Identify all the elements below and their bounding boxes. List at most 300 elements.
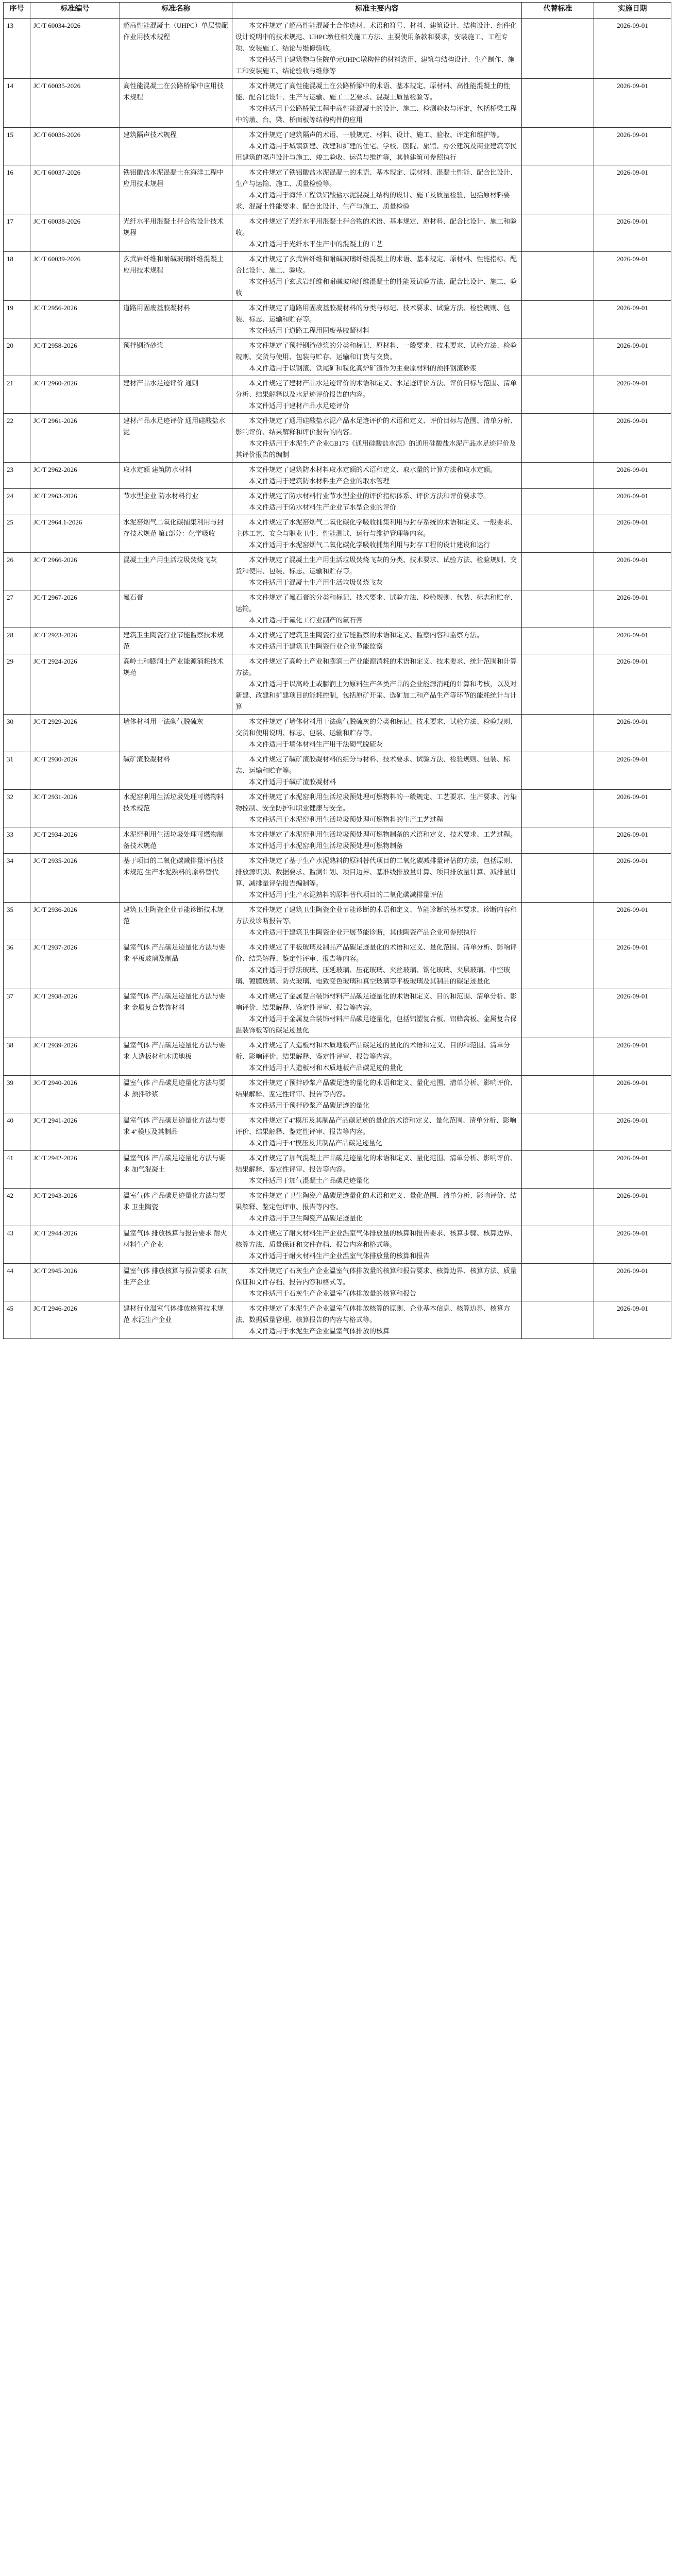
table-row: [4, 1113, 671, 1151]
replaced-standard: [522, 1189, 594, 1226]
replaced-standard: [522, 376, 594, 414]
row-number: 40: [4, 1113, 30, 1151]
standard-content: [232, 376, 522, 414]
row-number: 33: [4, 827, 30, 854]
effective-date: 2026-09-01: [594, 214, 671, 252]
standard-name: 温室气体 产品碳足迹量化方法与要求 预拌砂浆: [120, 1076, 232, 1113]
standard-content: [232, 79, 522, 128]
standard-content: [232, 1076, 522, 1113]
effective-date: 2026-09-01: [594, 376, 671, 414]
effective-date: 2026-09-01: [594, 1151, 671, 1189]
table-row: [4, 214, 671, 252]
standard-name: 建筑卫生陶瓷企业节能诊断技术规范: [120, 903, 232, 940]
standard-content: [232, 654, 522, 715]
standard-content: [232, 128, 522, 165]
table-row: [4, 414, 671, 463]
row-number: 36: [4, 940, 30, 989]
header-replace: 代替标准: [522, 3, 594, 19]
header-content: 标准主要内容: [232, 3, 522, 19]
content-paragraph: 本文件规定了道路用固废基胶凝材料的分类与标记、技术要求、试验方法、检验规则、包装、标志、运输和贮存等。: [235, 304, 511, 323]
table-row: [4, 165, 671, 214]
standard-content: [232, 165, 522, 214]
effective-date: 2026-09-01: [594, 590, 671, 628]
standard-content: [232, 940, 522, 989]
row-number: 27: [4, 590, 30, 628]
replaced-standard: [522, 827, 594, 854]
table-row: [4, 827, 671, 854]
standard-name: 高性能混凝土在公路桥梁中应用技术规程: [120, 79, 232, 128]
table-row: [4, 553, 671, 590]
effective-date: 2026-09-01: [594, 752, 671, 790]
standard-content: [232, 1301, 522, 1339]
standard-name: 温室气体 产品碳足迹量化方法与要求 金属复合装饰材料: [120, 989, 232, 1038]
standard-name: 道路用固废基胶凝材料: [120, 301, 232, 338]
standard-name: 温室气体 排放核算与报告要求 石灰生产企业: [120, 1264, 232, 1301]
standard-code: JC/T 2956-2026: [30, 301, 120, 338]
standard-content: [232, 338, 522, 376]
content-paragraph: 本文件规定了建筑防水材料取水定额的术语和定义、取水量的计算方法和取水定额。: [249, 466, 497, 473]
effective-date: 2026-09-01: [594, 1038, 671, 1076]
table-row: [4, 19, 671, 79]
standard-name: 水泥窑利用生活垃圾处理可燃物制备技术规范: [120, 827, 232, 854]
row-number: 21: [4, 376, 30, 414]
effective-date: 2026-09-01: [594, 628, 671, 654]
replaced-standard: [522, 214, 594, 252]
standard-code: JC/T 2945-2026: [30, 1264, 120, 1301]
table-row: [4, 515, 671, 553]
standard-code: JC/T 2940-2026: [30, 1076, 120, 1113]
effective-date: 2026-09-01: [594, 414, 671, 463]
standard-content: [232, 1038, 522, 1076]
standard-code: JC/T 2966-2026: [30, 553, 120, 590]
content-paragraph: 本文件适用于建筑卫生陶瓷行业企业节能监察: [249, 642, 383, 650]
replaced-standard: [522, 1113, 594, 1151]
standard-content: [232, 752, 522, 790]
table-row: [4, 1189, 671, 1226]
content-paragraph: 本文件适用于氟化工行业副产的氟石膏: [249, 616, 363, 624]
table-row: [4, 489, 671, 515]
row-number: 29: [4, 654, 30, 715]
content-paragraph: 本文件适用于预拌砂浆产品碳足迹的量化: [249, 1101, 370, 1109]
standard-code: JC/T 60039-2026: [30, 252, 120, 301]
content-paragraph: 本文件规定了预拌砂浆产品碳足迹的量化的术语和定义、量化范围、清单分析、影响评价、结果解释、鉴定性评审、报告等内容。: [235, 1079, 517, 1098]
table-body: [4, 19, 671, 1339]
content-paragraph: 本文件规定了建筑卫生陶瓷行业节能监察的术语和定义、监察内容和监察方法。: [249, 631, 484, 639]
content-paragraph: 本文件适用于墙体材料生产用干法砌气脱硫灰: [249, 740, 383, 748]
standard-content: [232, 1189, 522, 1226]
effective-date: 2026-09-01: [594, 463, 671, 489]
content-paragraph: 本文件规定了耐火材料生产企业温室气体排放量的核算和报告要求、核算步骤、核算边界、核算方法、质量保证和文件存档、报告内容和格式等。: [235, 1229, 517, 1248]
effective-date: 2026-09-01: [594, 79, 671, 128]
content-paragraph: 本文件规定了卫生陶瓷产品碳足迹量化的术语和定义、量化范围、清单分析、影响评价、结果解释、鉴定性评审、报告等内容。: [235, 1192, 517, 1211]
standard-name: 取水定额 建筑防水材料: [120, 463, 232, 489]
replaced-standard: [522, 654, 594, 715]
row-number: 24: [4, 489, 30, 515]
content-paragraph: 本文件适用于浮法玻璃、压延玻璃、压花玻璃、夹丝玻璃、钢化玻璃、夹层玻璃、中空玻璃、镀膜玻璃、防火玻璃、电致变色玻璃和真空玻璃等平板玻璃及其制品的碳足迹量化: [235, 966, 511, 985]
row-number: 35: [4, 903, 30, 940]
content-paragraph: 本文件适用于混凝土生产用生活垃圾焚烧飞灰: [249, 579, 383, 586]
row-number: 34: [4, 854, 30, 903]
content-paragraph: 本文件规定了水泥窑烟气二氧化碳化学吸收捕集利用与封存系统的术语和定义、一般要求、主体工艺、安全与职业卫生、性能测试、运行与维护管理等内容。: [235, 518, 517, 537]
content-paragraph: 本文件规定了建筑卫生陶瓷企业节能诊断的术语和定义、节能诊断的基本要求、诊断内容和方法及诊断报告等。: [235, 906, 517, 925]
standard-name: 建筑卫生陶瓷行业节能监察技术规范: [120, 628, 232, 654]
content-paragraph: 本文件适用于海洋工程铁铝酸盐水泥混凝土结构的设计、施工及质量检验，包括原材料要求、混凝土性能要求、配合比设计、生产与施工、质量检验: [235, 191, 511, 210]
effective-date: 2026-09-01: [594, 1076, 671, 1113]
standard-name: 建材行业温室气体排放核算技术规范 水泥生产企业: [120, 1301, 232, 1339]
content-paragraph: 本文件规定了碱矿渣胶凝材料的组分与材料、技术要求、试验方法、检验规则、包装、标志、运输和贮存等。: [235, 755, 511, 774]
replaced-standard: [522, 628, 594, 654]
standard-code: JC/T 2941-2026: [30, 1113, 120, 1151]
content-paragraph: 本文件适用于光纤水平生产中的混凝土的工艺: [249, 240, 383, 248]
standard-content: [232, 790, 522, 827]
standard-name: 预拌钢渣砂浆: [120, 338, 232, 376]
replaced-standard: [522, 128, 594, 165]
standard-name: 高岭土和膨润土产业能源消耗技术规范: [120, 654, 232, 715]
content-paragraph: 本文件规定了通用硅酸盐水泥产品水足迹评价的术语和定义、评价目标与范围、清单分析、影响评价、结果解释和评价报告的内容。: [235, 417, 517, 436]
effective-date: 2026-09-01: [594, 1301, 671, 1339]
content-paragraph: 本文件规定了高岭土产业和膨润土产业能源消耗的术语和定义、技术要求、统计范围和计算方法。: [235, 657, 517, 676]
effective-date: 2026-09-01: [594, 940, 671, 989]
table-row: [4, 1264, 671, 1301]
standard-content: [232, 590, 522, 628]
header-date: 实施日期: [594, 3, 671, 19]
standard-code: JC/T 2964.1-2026: [30, 515, 120, 553]
content-paragraph: 本文件适用于耐火材料生产企业温室气体排放量的核算和报告: [249, 1252, 430, 1260]
effective-date: 2026-09-01: [594, 165, 671, 214]
row-number: 38: [4, 1038, 30, 1076]
standard-content: [232, 414, 522, 463]
effective-date: 2026-09-01: [594, 489, 671, 515]
standard-code: JC/T 2934-2026: [30, 827, 120, 854]
standard-code: JC/T 60036-2026: [30, 128, 120, 165]
standard-name: 温室气体 产品碳足迹量化方法与要求 4″模压及其制品: [120, 1113, 232, 1151]
standard-name: 温室气体 产品碳足迹量化方法与要求 加气混凝土: [120, 1151, 232, 1189]
row-number: 39: [4, 1076, 30, 1113]
row-number: 16: [4, 165, 30, 214]
effective-date: 2026-09-01: [594, 989, 671, 1038]
row-number: 43: [4, 1226, 30, 1264]
content-paragraph: 本文件规定了加气混凝土产品碳足迹量化的术语和定义、量化范围、清单分析、影响评价、结果解释、鉴定性评审、报告等内容。: [235, 1154, 517, 1173]
standard-code: JC/T 2939-2026: [30, 1038, 120, 1076]
standard-name: 墙体材料用干法砌气脱硫灰: [120, 715, 232, 752]
standard-name: 碱矿渣胶凝材料: [120, 752, 232, 790]
replaced-standard: [522, 1076, 594, 1113]
standard-name: 温室气体 产品碳足迹量化方法与要求 人造板材和木质地板: [120, 1038, 232, 1076]
table-row: [4, 463, 671, 489]
table-row: [4, 1226, 671, 1264]
replaced-standard: [522, 252, 594, 301]
content-paragraph: 本文件规定了水泥窑利用生活垃圾预处理可燃物制备的术语和定义、技术要求、工艺过程。: [249, 831, 517, 838]
effective-date: 2026-09-01: [594, 1226, 671, 1264]
table-row: [4, 301, 671, 338]
standard-content: [232, 214, 522, 252]
row-number: 45: [4, 1301, 30, 1339]
replaced-standard: [522, 79, 594, 128]
table-row: [4, 854, 671, 903]
standard-code: JC/T 2938-2026: [30, 989, 120, 1038]
table-row: [4, 715, 671, 752]
effective-date: 2026-09-01: [594, 128, 671, 165]
replaced-standard: [522, 590, 594, 628]
row-number: 15: [4, 128, 30, 165]
table-row: [4, 752, 671, 790]
standard-content: [232, 1226, 522, 1264]
replaced-standard: [522, 752, 594, 790]
standard-content: [232, 489, 522, 515]
replaced-standard: [522, 1301, 594, 1339]
replaced-standard: [522, 301, 594, 338]
standard-name: 温室气体 排放核算与报告要求 耐火材料生产企业: [120, 1226, 232, 1264]
effective-date: 2026-09-01: [594, 854, 671, 903]
replaced-standard: [522, 1226, 594, 1264]
effective-date: 2026-09-01: [594, 553, 671, 590]
row-number: 42: [4, 1189, 30, 1226]
standard-code: JC/T 2936-2026: [30, 903, 120, 940]
standard-name: 光纤水平用混凝土拌合物设计技术规程: [120, 214, 232, 252]
standard-content: [232, 463, 522, 489]
content-paragraph: 本文件适用于水泥窑利用生活垃圾预处理可燃物制备: [249, 842, 403, 850]
content-paragraph: 本文件适用于人造板材和木质地板产品碳足迹的量化: [249, 1064, 403, 1072]
effective-date: 2026-09-01: [594, 1189, 671, 1226]
replaced-standard: [522, 553, 594, 590]
effective-date: 2026-09-01: [594, 715, 671, 752]
replaced-standard: [522, 414, 594, 463]
standard-code: JC/T 2960-2026: [30, 376, 120, 414]
table-row: [4, 590, 671, 628]
effective-date: 2026-09-01: [594, 252, 671, 301]
replaced-standard: [522, 715, 594, 752]
standard-name: 温室气体 产品碳足迹量化方法与要求 平板玻璃及制品: [120, 940, 232, 989]
replaced-standard: [522, 1151, 594, 1189]
standard-content: [232, 1113, 522, 1151]
row-number: 17: [4, 214, 30, 252]
row-number: 23: [4, 463, 30, 489]
table-header-row: [4, 3, 671, 19]
standard-name: 水泥窑烟气二氧化碳捕集利用与封存技术规范 第1部分：化学吸收: [120, 515, 232, 553]
standard-name: 水泥窑利用生活垃圾处理可燃物料技术规范: [120, 790, 232, 827]
table-row: [4, 654, 671, 715]
standard-name: 节水型企业 防水材料行业: [120, 489, 232, 515]
standard-name: 氟石膏: [120, 590, 232, 628]
table-row: [4, 79, 671, 128]
replaced-standard: [522, 489, 594, 515]
content-paragraph: 本文件适用于石灰生产企业温室气体排放量的核算和报告: [249, 1290, 417, 1297]
standards-table: [3, 2, 671, 1339]
standard-name: 玄武岩纤维和耐碱玻璃纤维混凝土应用技术规程: [120, 252, 232, 301]
replaced-standard: [522, 1264, 594, 1301]
standard-content: [232, 515, 522, 553]
content-paragraph: 本文件规定了高性能混凝土在公路桥梁中的术语、基本规定、原材料、高性能混凝土的性能、配合比设计、生产与运输、施工工艺要求、混凝土质量检验等。: [235, 82, 511, 101]
replaced-standard: [522, 463, 594, 489]
row-number: 31: [4, 752, 30, 790]
content-paragraph: 本文件规定了防水材料行业节水型企业的评价指标体系、评价方法和评价要求等。: [249, 492, 491, 500]
table-row: [4, 252, 671, 301]
content-paragraph: 本文件规定了石灰生产企业温室气体排放量的核算和报告要求、核算边界、核算方法、质量保证和文件存档、报告内容和格式等。: [235, 1267, 517, 1286]
replaced-standard: [522, 1038, 594, 1076]
content-paragraph: 本文件适用于卫生陶瓷产品碳足迹量化: [249, 1214, 363, 1222]
standard-name: 基于项目的二氧化碳减排量评估技术规范 生产水泥熟料的原料替代: [120, 854, 232, 903]
standard-code: JC/T 2961-2026: [30, 414, 120, 463]
effective-date: 2026-09-01: [594, 1113, 671, 1151]
content-paragraph: 本文件规定了金属复合装饰材料产品碳足迹量化的术语和定义、目的和范围、清单分析、影响评价、结果解释、鉴定性评审、报告等内容。: [235, 992, 517, 1011]
content-paragraph: 本文件适用于建筑物与住院单元UHPC墩构件的材料选用、建筑与结构设计、生产制作、施工和安装施工、结论验收与维修等: [235, 56, 515, 75]
row-number: 30: [4, 715, 30, 752]
content-paragraph: 本文件规定了水泥生产企业温室气体排放核算的原则、企业基本信息、核算边界、核算方法、数据质量管理、核算报告的内容与格式等。: [235, 1304, 511, 1324]
standard-name: 建筑隔声技术规程: [120, 128, 232, 165]
standard-code: JC/T 2929-2026: [30, 715, 120, 752]
standard-content: [232, 301, 522, 338]
standard-code: JC/T 2923-2026: [30, 628, 120, 654]
standard-content: [232, 827, 522, 854]
content-paragraph: 本文件适用于公路桥梁工程中高性能混凝土的设计、施工、检测验收与评定，包括桥梁工程中的墩、台、梁、桥面板等结构构件的应用: [235, 105, 517, 124]
row-number: 44: [4, 1264, 30, 1301]
table-row: [4, 1038, 671, 1076]
content-paragraph: 本文件规定了水泥窑利用生活垃圾预处理可燃物料的一般规定、工艺要求、生产要求、污染物控制、安全防护和职业健康与安全。: [235, 793, 517, 812]
table-row: [4, 1151, 671, 1189]
content-paragraph: 本文件规定了混凝土生产用生活垃圾焚烧飞灰的分类、技术要求、试验方法、检验规则、交货和使用、包装、标志、运输和贮存等。: [235, 556, 517, 575]
standard-name: 混凝土生产用生活垃圾焚烧飞灰: [120, 553, 232, 590]
standard-content: [232, 628, 522, 654]
row-number: 37: [4, 989, 30, 1038]
header-name: 标准名称: [120, 3, 232, 19]
effective-date: 2026-09-01: [594, 338, 671, 376]
standard-name: 建材产品水足迹评价 通用硅酸盐水泥: [120, 414, 232, 463]
table-row: [4, 989, 671, 1038]
content-paragraph: 本文件适用于道路工程用固废基胶凝材料: [249, 327, 370, 334]
effective-date: 2026-09-01: [594, 654, 671, 715]
standard-code: JC/T 60038-2026: [30, 214, 120, 252]
content-paragraph: 本文件规定了铁铝酸盐水泥混凝土的术语、基本规定、原材料、混凝土性能、配合比设计、生产与运输、施工、质量检验等。: [235, 168, 517, 188]
effective-date: 2026-09-01: [594, 790, 671, 827]
standard-content: [232, 1151, 522, 1189]
row-number: 28: [4, 628, 30, 654]
header-code: 标准编号: [30, 3, 120, 19]
content-paragraph: 本文件规定了光纤水平用混凝土拌合物的术语、基本规定、原材料、配合比设计、施工和验收。: [235, 217, 517, 236]
table-row: [4, 376, 671, 414]
standard-code: JC/T 2944-2026: [30, 1226, 120, 1264]
standard-code: JC/T 2924-2026: [30, 654, 120, 715]
standard-code: JC/T 2931-2026: [30, 790, 120, 827]
standard-code: JC/T 2962-2026: [30, 463, 120, 489]
standard-code: JC/T 60035-2026: [30, 79, 120, 128]
replaced-standard: [522, 165, 594, 214]
standard-name: 建材产品水足迹评价 通则: [120, 376, 232, 414]
content-paragraph: 本文件适用于建筑防水材料生产企业的取水管理: [249, 477, 390, 485]
replaced-standard: [522, 989, 594, 1038]
content-paragraph: 本文件规定了平板玻璃及制品产品碳足迹量化的术语和定义、量化范围、清单分析、影响评价、结果解释、鉴定性评审、报告等内容。: [235, 943, 517, 962]
content-paragraph: 本文件规定了基于生产水泥熟料的原料替代项目的二氧化碳减排量评估的方法，包括原则、排放源识别、数据要求、监测计划、项目边界、基准线排放量计算、项目排放量计算、减排量计算、减排量评估报告编制等。: [235, 857, 517, 887]
content-paragraph: 本文件适用于4″模压及其制品产品碳足迹量化: [249, 1139, 382, 1147]
standard-code: JC/T 2946-2026: [30, 1301, 120, 1339]
content-paragraph: 本文件规定了氟石膏的分类和标记、技术要求、试验方法、检验规则、包装、标志和贮存、运输。: [235, 594, 517, 613]
content-paragraph: 本文件规定了超高性能混凝土合作选材、术语和符号、材料、建筑设计、结构设计、组件化设计说明中的技术规范、UHPC墩柱相关施工方法、主要使用条款和要求，安装施工、工程专项、安装施工、结论与维修验收。: [235, 22, 517, 52]
standard-code: JC/T 60037-2026: [30, 165, 120, 214]
standard-code: JC/T 2937-2026: [30, 940, 120, 989]
standard-content: [232, 19, 522, 79]
effective-date: 2026-09-01: [594, 515, 671, 553]
replaced-standard: [522, 790, 594, 827]
content-paragraph: 本文件适用于防水材料生产企业节水型企业的评价: [249, 503, 397, 511]
standard-content: [232, 252, 522, 301]
content-paragraph: 本文件规定了玄武岩纤维和耐碱玻璃纤维混凝土的术语、基本规定、原材料、性能指标、配合比设计、施工、验收。: [235, 255, 517, 274]
standard-code: JC/T 60034-2026: [30, 19, 120, 79]
standard-code: JC/T 2942-2026: [30, 1151, 120, 1189]
row-number: 41: [4, 1151, 30, 1189]
content-paragraph: 本文件适用于水泥窑烟气二氧化碳化学吸收捕集利用与封存工程的设计建设和运行: [249, 541, 491, 549]
effective-date: 2026-09-01: [594, 827, 671, 854]
replaced-standard: [522, 515, 594, 553]
row-number: 25: [4, 515, 30, 553]
row-number: 32: [4, 790, 30, 827]
content-paragraph: 本文件规定了预拌钢渣砂浆的分类和标记、原材料、一般要求、技术要求、试验方法、检验规则、交货与使用、包装与贮存、运输和订货与交货。: [235, 342, 517, 361]
standard-content: [232, 715, 522, 752]
content-paragraph: 本文件适用于以钢渣、铁尾矿和粒化高炉矿渣作为主要原材料的预拌钢渣砂浆: [249, 364, 477, 372]
content-paragraph: 本文件适用于金属复合装饰材料产品碳足迹量化，包括铝塑复合板、铝蜂窝板、金属复合保温装饰板等的碳足迹量化: [235, 1015, 517, 1034]
replaced-standard: [522, 940, 594, 989]
replaced-standard: [522, 903, 594, 940]
content-paragraph: 本文件规定了墙体材料用干法砌气脱硫灰的分类和标记、技术要求、试验方法、检验规则、交货和使用说明、标志、包装、运输和贮存等。: [235, 718, 517, 737]
row-number: 14: [4, 79, 30, 128]
content-paragraph: 本文件适用于建筑卫生陶瓷企业开展节能诊断，其他陶瓷产品企业可参照执行: [249, 928, 477, 936]
standard-content: [232, 854, 522, 903]
content-paragraph: 本文件适用于生产水泥熟料的原料替代项目的二氧化碳减排量评估: [249, 891, 444, 899]
replaced-standard: [522, 338, 594, 376]
effective-date: 2026-09-01: [594, 19, 671, 79]
content-paragraph: 本文件规定了人造板材和木质地板产品碳足迹的量化的术语和定义、目的和范围、清单分析、影响评价、结果解释、鉴定性评审、报告等内容。: [235, 1041, 511, 1060]
standard-code: JC/T 2930-2026: [30, 752, 120, 790]
standard-code: JC/T 2958-2026: [30, 338, 120, 376]
table-row: [4, 940, 671, 989]
standard-name: 铁铝酸盐水泥混凝土在海洋工程中应用技术规程: [120, 165, 232, 214]
content-paragraph: 本文件适用于城镇新建、改建和扩建的住宅、学校、医院、旅馆、办公建筑及商业建筑等民用建筑的隔声设计与施工、竣工验收、运营与维护等，其他建筑可参照执行: [235, 142, 517, 161]
standard-content: [232, 1264, 522, 1301]
content-paragraph: 本文件适用于玄武岩纤维和耐碱玻璃纤维混凝土的性能及试验方法、配合比设计、施工、验收: [235, 278, 517, 297]
standard-name: 温室气体 产品碳足迹量化方法与要求 卫生陶瓷: [120, 1189, 232, 1226]
standard-code: JC/T 2963-2026: [30, 489, 120, 515]
content-paragraph: 本文件适用于水泥生产企业GB175《通用硅酸盐水泥》的通用硅酸盐水泥产品水足迹评价及其评价报告的编制: [235, 439, 516, 459]
standard-content: [232, 989, 522, 1038]
table-row: [4, 903, 671, 940]
content-paragraph: 本文件规定了建筑隔声的术语、一般规定、材料、设计、施工、验收、评定和维护等。: [249, 131, 504, 139]
content-paragraph: 本文件规定了建材产品水足迹评价的术语和定义、水足迹评价方法、评价目标与范围、清单分析、结果解释以及水足迹评价报告的内容。: [235, 379, 517, 398]
standard-code: JC/T 2935-2026: [30, 854, 120, 903]
standard-content: [232, 903, 522, 940]
table-row: [4, 790, 671, 827]
standard-code: JC/T 2943-2026: [30, 1189, 120, 1226]
standard-name: 超高性能混凝土（UHPC）单层装配作业用技术规程: [120, 19, 232, 79]
row-number: 22: [4, 414, 30, 463]
content-paragraph: 本文件适用于建材产品水足迹评价: [249, 402, 350, 410]
row-number: 19: [4, 301, 30, 338]
table-row: [4, 338, 671, 376]
content-paragraph: 本文件规定了4″模压及其制品产品碳足迹的量化的术语和定义、量化范围、清单分析、影响评价、结果解释、鉴定性评审、报告等内容。: [235, 1116, 516, 1136]
content-paragraph: 本文件适用于水泥生产企业温室气体排放的核算: [249, 1327, 390, 1335]
table-row: [4, 128, 671, 165]
content-paragraph: 本文件适用于加气混凝土产品碳足迹量化: [249, 1177, 370, 1184]
row-number: 26: [4, 553, 30, 590]
effective-date: 2026-09-01: [594, 1264, 671, 1301]
effective-date: 2026-09-01: [594, 903, 671, 940]
replaced-standard: [522, 854, 594, 903]
standard-content: [232, 553, 522, 590]
content-paragraph: 本文件适用于碱矿渣胶凝材料: [249, 778, 336, 786]
table-row: [4, 1076, 671, 1113]
effective-date: 2026-09-01: [594, 301, 671, 338]
row-number: 13: [4, 19, 30, 79]
row-number: 18: [4, 252, 30, 301]
content-paragraph: 本文件适用于水泥窑利用生活垃圾预处理可燃物料的生产工艺过程: [249, 816, 444, 823]
table-row: [4, 628, 671, 654]
